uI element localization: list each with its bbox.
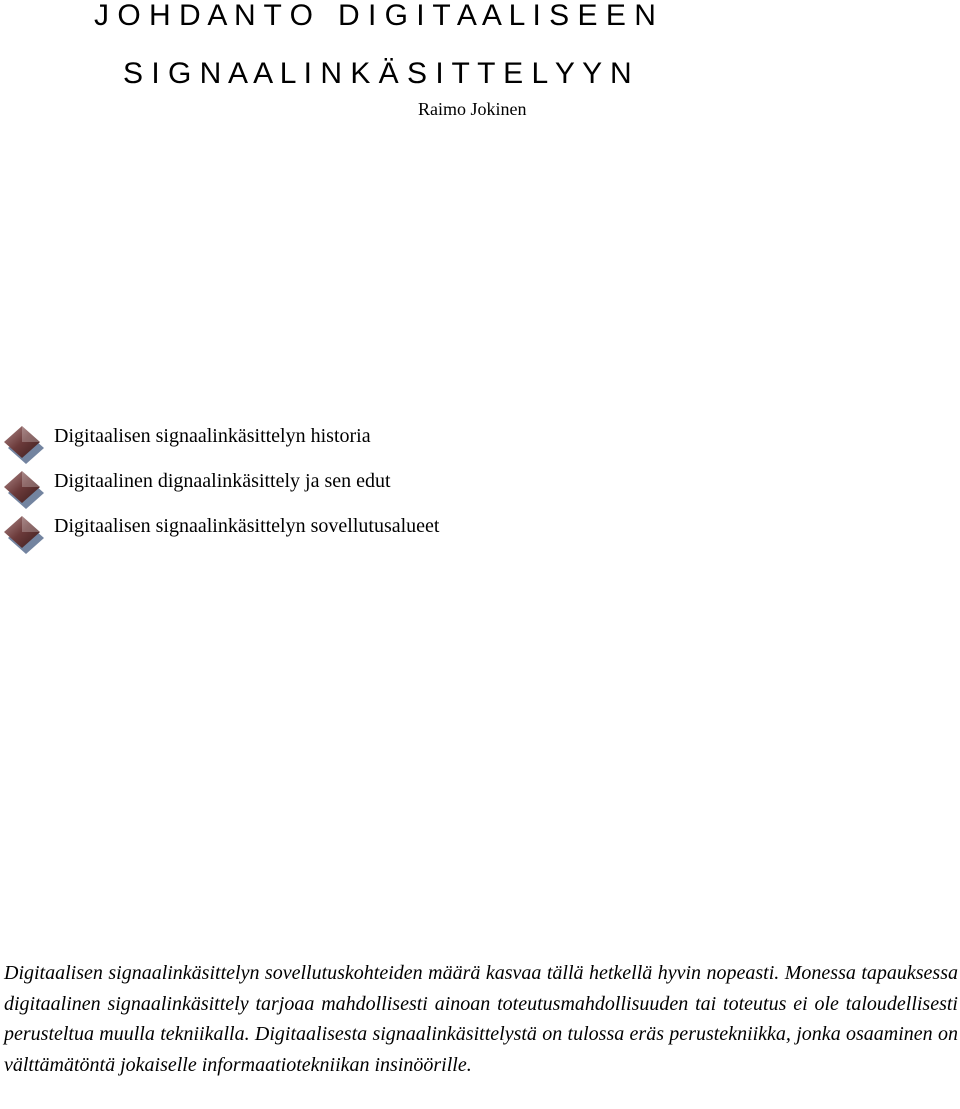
topic-label: Digitaalisen signaalinkäsittelyn historia <box>54 425 371 447</box>
diamond-bullet-icon <box>4 514 48 554</box>
topic-label: Digitaalinen dignaalinkäsittely ja sen edut <box>54 470 391 492</box>
diamond-bullet-icon <box>4 424 48 464</box>
topic-item <box>0 418 960 463</box>
topic-label: Digitaalisen signaalinkäsittelyn sovellutusalueet <box>54 515 440 537</box>
author-name: Raimo Jokinen <box>418 99 527 119</box>
title-line-1: J O H D A N T O D I G I T A A L I S E E N <box>94 0 656 32</box>
intro-paragraph: Digitaalisen signaalinkäsittelyn sovellutuskohteiden määrä kasvaa tällä hetkellä hyvin nopeasti. Monessa tapauksessa digitaalinen signaalinkäsittely tarjoaa mahdollisesti ainoan toteutusmahdollisuuden tai toteutus ei ole taloudellisesti perusteltua muulla tekniikalla. Digitaalisesta signaalinkäsittelystä on tulossa eräs perustekniikka, jonka osaaminen on välttämätöntä jokaiselle informaatiotekniikan insinöörille. <box>4 962 958 1076</box>
topic-item <box>0 508 960 553</box>
topic-item <box>0 463 960 508</box>
topic-list <box>0 418 960 553</box>
title-line-2: S I G N A A L I N K Ä S I T T E L Y Y N <box>123 57 632 90</box>
diamond-bullet-icon <box>4 469 48 509</box>
